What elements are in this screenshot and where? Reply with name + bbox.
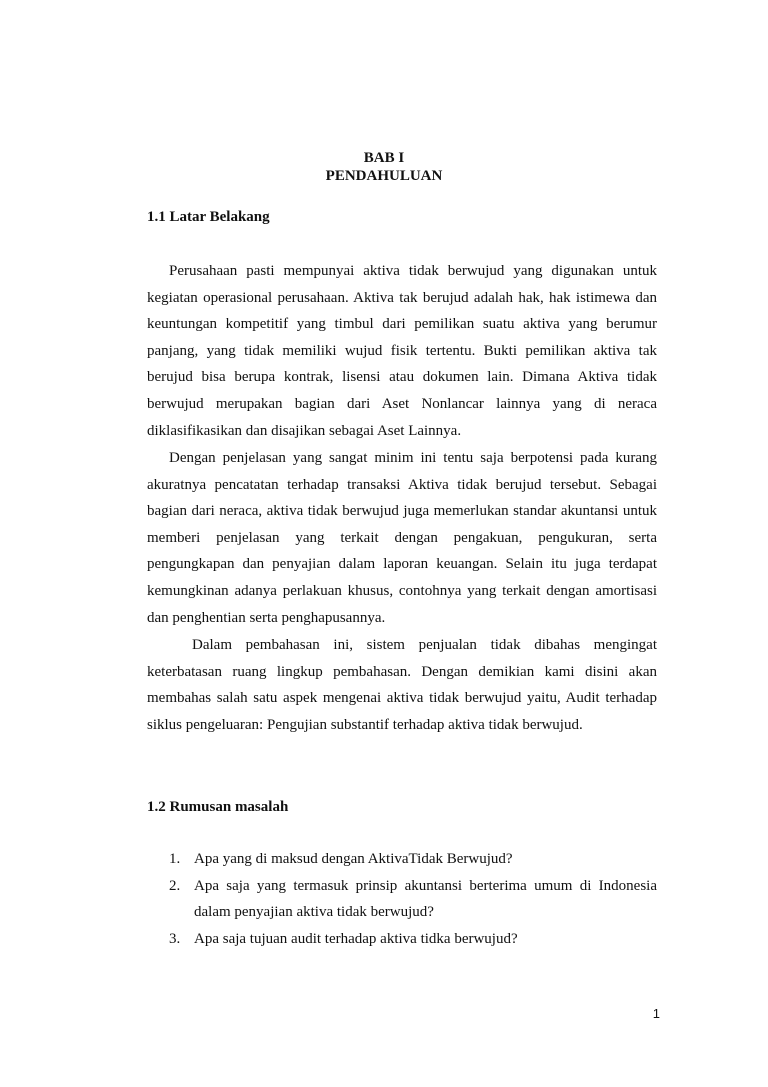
list-item-text: Apa saja yang termasuk prinsip akuntansi berterima umum di Indonesia dalam penyajian aktiva tidak berwujud? (194, 877, 657, 921)
list-item (147, 873, 657, 926)
list-item-text: Apa saja tujuan audit terhadap aktiva tidka berwujud? (194, 930, 518, 947)
chapter-title: PENDAHULUAN (325, 168, 443, 184)
chapter-number: BAB I (363, 150, 405, 166)
section-heading-latar-belakang: 1.1 Latar Belakang (147, 209, 270, 225)
problem-list (147, 846, 657, 952)
list-item-number: 3. (169, 930, 181, 947)
list-item-number: 2. (169, 877, 181, 894)
page-number: 1 (652, 1006, 660, 1021)
paragraph-3: Dalam pembahasan ini, sistem penjualan tidak dibahas mengingat keterbatasan ruang lingkup pembahasan. Dengan demikian kami disini akan membahas salah satu aspek mengenai aktiva tidak berwujud yaitu, Audit terhadap siklus pengeluaran: Pengujian substantif terhadap aktiva tidak berwujud. (147, 637, 657, 733)
paragraph-2: Dengan penjelasan yang sangat minim ini tentu saja berpotensi pada kurang akuratnya pencatatan terhadap transaksi Aktiva tidak berujud tersebut. Sebagai bagian dari neraca, aktiva tidak berwujud juga memerlukan standar akuntansi untuk memberi penjelasan yang terkait dengan pengakuan, pengukuran, serta pengungkapan dan penyajian dalam laporan keuangan. Selain itu juga terdapat kemungkinan adanya perlakuan khusus, contohnya yang terkait dengan amortisasi dan penghentian serta penghapusannya. (147, 450, 657, 626)
list-item-number: 1. (169, 851, 181, 867)
list-item (147, 926, 657, 953)
list-item (147, 846, 657, 873)
section-heading-rumusan-masalah: 1.2 Rumusan masalah (147, 799, 289, 815)
list-item-text: Apa yang di maksud dengan AktivaTidak Berwujud? (194, 851, 513, 867)
paragraph-1: Perusahaan pasti mempunyai aktiva tidak berwujud yang digunakan untuk kegiatan operasional perusahaan. Aktiva tak berujud adalah hak, hak istimewa dan keuntungan kompetitif yang timbul dari pemilikan suatu aktiva yang berumur panjang, yang tidak memiliki wujud fisik tertentu. Bukti pemilikan aktiva tak berujud bisa berupa kontrak, lisensi atau dokumen lain. Dimana Aktiva tidak berwujud merupakan bagian dari Aset Nonlancar lainnya yang di neraca diklasifikasikan dan disajikan sebagai Aset Lainnya. (147, 263, 657, 439)
